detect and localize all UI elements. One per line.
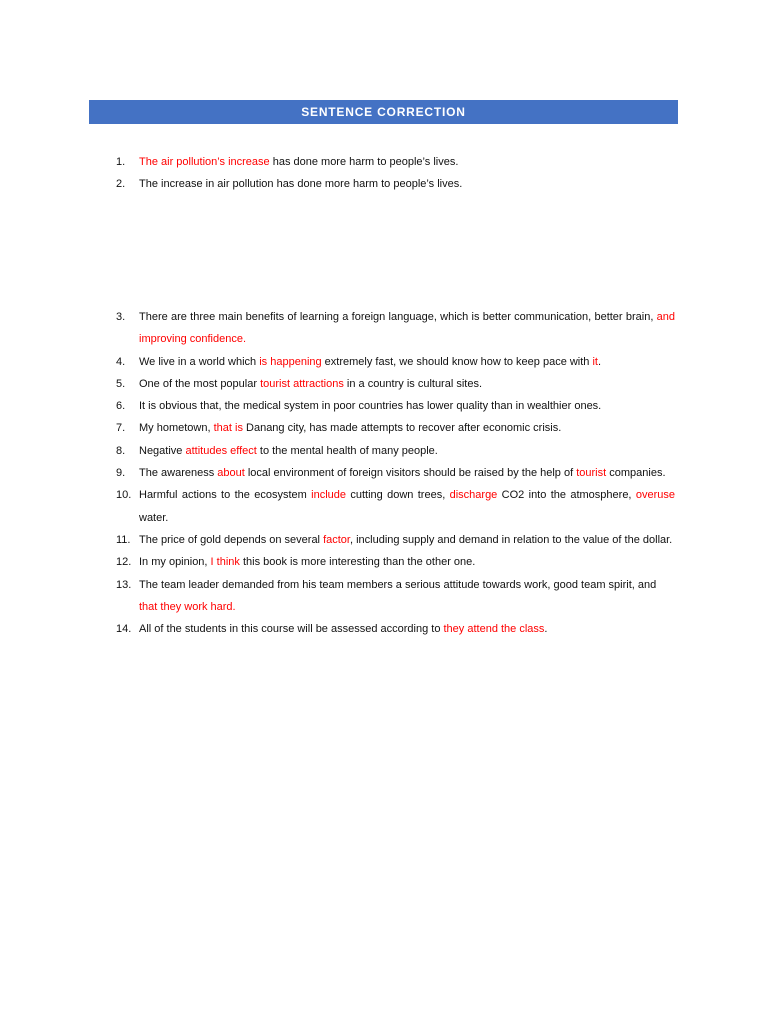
list-item — [0, 551, 768, 573]
sentence-list-bottom — [0, 306, 768, 640]
item-number: 3. — [116, 311, 126, 323]
sentence-text — [139, 417, 675, 439]
sentence-segment: in a country is cultural sites. — [343, 377, 483, 390]
sentence-list-top — [0, 151, 768, 196]
sentence-segment: , including supply and demand in relation to the value of the dollar. — [349, 533, 673, 546]
sentence-segment: this book is more interesting than the other one. — [239, 556, 476, 569]
sentence-text — [139, 395, 675, 417]
sentence-text — [139, 306, 675, 351]
sentence-segment: extremely fast, we should know how to keep pace with — [321, 355, 593, 368]
title-bar — [89, 100, 678, 124]
sentence-text — [139, 173, 675, 195]
item-number: 13. — [116, 578, 132, 591]
error-highlight: and improving confidence. — [139, 311, 675, 346]
list-item — [0, 351, 768, 373]
error-highlight: it — [592, 355, 598, 368]
list-item — [0, 462, 768, 484]
error-highlight: that is — [213, 422, 243, 435]
sentence-text — [139, 551, 675, 573]
sentence-segment: All of the students in this course will be assessed according to — [139, 623, 444, 636]
sentence-segment: local environment of foreign visitors should be raised by the help of — [244, 467, 577, 480]
error-highlight: I think — [210, 556, 240, 569]
list-item — [0, 440, 768, 462]
item-number: 14. — [116, 623, 132, 636]
sentence-segment: CO2 into the atmosphere, — [497, 489, 636, 502]
sentence-segment: The team leader demanded from his team members a serious attitude towards work, good team spirit, and — [139, 578, 657, 591]
sentence-text — [139, 351, 675, 373]
error-highlight: that they work hard. — [139, 600, 236, 613]
sentence-segment: . — [597, 355, 602, 368]
item-number: 7. — [116, 422, 126, 435]
error-highlight: discharge — [449, 489, 498, 502]
sentence-text — [139, 618, 675, 640]
sentence-segment: The awareness — [139, 467, 218, 480]
sentence-segment: . — [544, 623, 548, 636]
sentence-segment: The price of gold depends on several — [139, 533, 324, 546]
sentence-segment: Harmful actions to the ecosystem — [139, 489, 312, 502]
item-number: 4. — [116, 355, 126, 368]
error-highlight: attitudes effect — [185, 444, 257, 457]
sentence-segment: has done more harm to people’s lives. — [269, 156, 459, 168]
sentence-text — [139, 484, 675, 529]
sentence-segment: cutting down trees, — [346, 489, 450, 502]
sentence-segment: to the mental health of many people. — [256, 444, 438, 457]
item-number: 5. — [116, 377, 126, 390]
sentence-segment: There are three main benefits of learning a foreign language, which is better communication, better brain, — [139, 311, 657, 323]
item-number: 12. — [116, 556, 132, 569]
sentence-segment: Negative — [139, 444, 186, 457]
list-item — [0, 151, 768, 173]
sentence-segment: My hometown, — [139, 422, 214, 435]
list-item — [0, 395, 768, 417]
error-highlight: they attend the class — [443, 623, 545, 636]
item-number: 2. — [116, 178, 126, 191]
sentence-segment: Danang city, has made attempts to recover after economic crisis. — [242, 422, 562, 435]
error-highlight: about — [217, 467, 245, 480]
item-number: 6. — [116, 400, 126, 413]
error-highlight: include — [311, 489, 346, 502]
list-item — [0, 417, 768, 439]
sentence-text — [139, 440, 675, 462]
error-highlight: factor — [323, 533, 350, 546]
sentence-text — [139, 574, 675, 619]
sentence-text — [139, 151, 675, 173]
sentence-text — [139, 462, 675, 484]
list-item — [0, 373, 768, 395]
item-number: 8. — [116, 444, 126, 457]
list-item — [0, 484, 768, 529]
sentence-segment: It is obvious that, the medical system in poor countries has lower quality than in wealthier ones. — [139, 400, 602, 413]
item-number: 10. — [116, 489, 132, 502]
error-highlight: overuse — [635, 489, 675, 502]
document-title: SENTENCE CORRECTION — [301, 105, 466, 119]
sentence-segment: One of the most popular — [139, 377, 261, 390]
list-item — [0, 574, 768, 619]
error-highlight: is happening — [259, 355, 322, 368]
list-item — [0, 173, 768, 195]
item-number: 9. — [116, 467, 126, 480]
sentence-segment: We live in a world which — [139, 355, 260, 368]
sentence-text — [139, 373, 675, 395]
sentence-segment: water. — [139, 511, 169, 524]
sentence-segment: The increase in air pollution has done more harm to people’s lives. — [139, 178, 463, 191]
item-number: 1. — [116, 156, 126, 168]
item-number: 11. — [116, 533, 131, 546]
list-item — [0, 529, 768, 551]
sentence-segment: companies. — [606, 467, 666, 480]
list-item — [0, 306, 768, 351]
sentence-text — [139, 529, 675, 551]
error-highlight: tourist attractions — [260, 377, 344, 390]
error-highlight: tourist — [576, 467, 607, 480]
error-highlight: The air pollution’s increase — [139, 156, 270, 168]
list-item — [0, 618, 768, 640]
sentence-segment: In my opinion, — [139, 556, 211, 569]
